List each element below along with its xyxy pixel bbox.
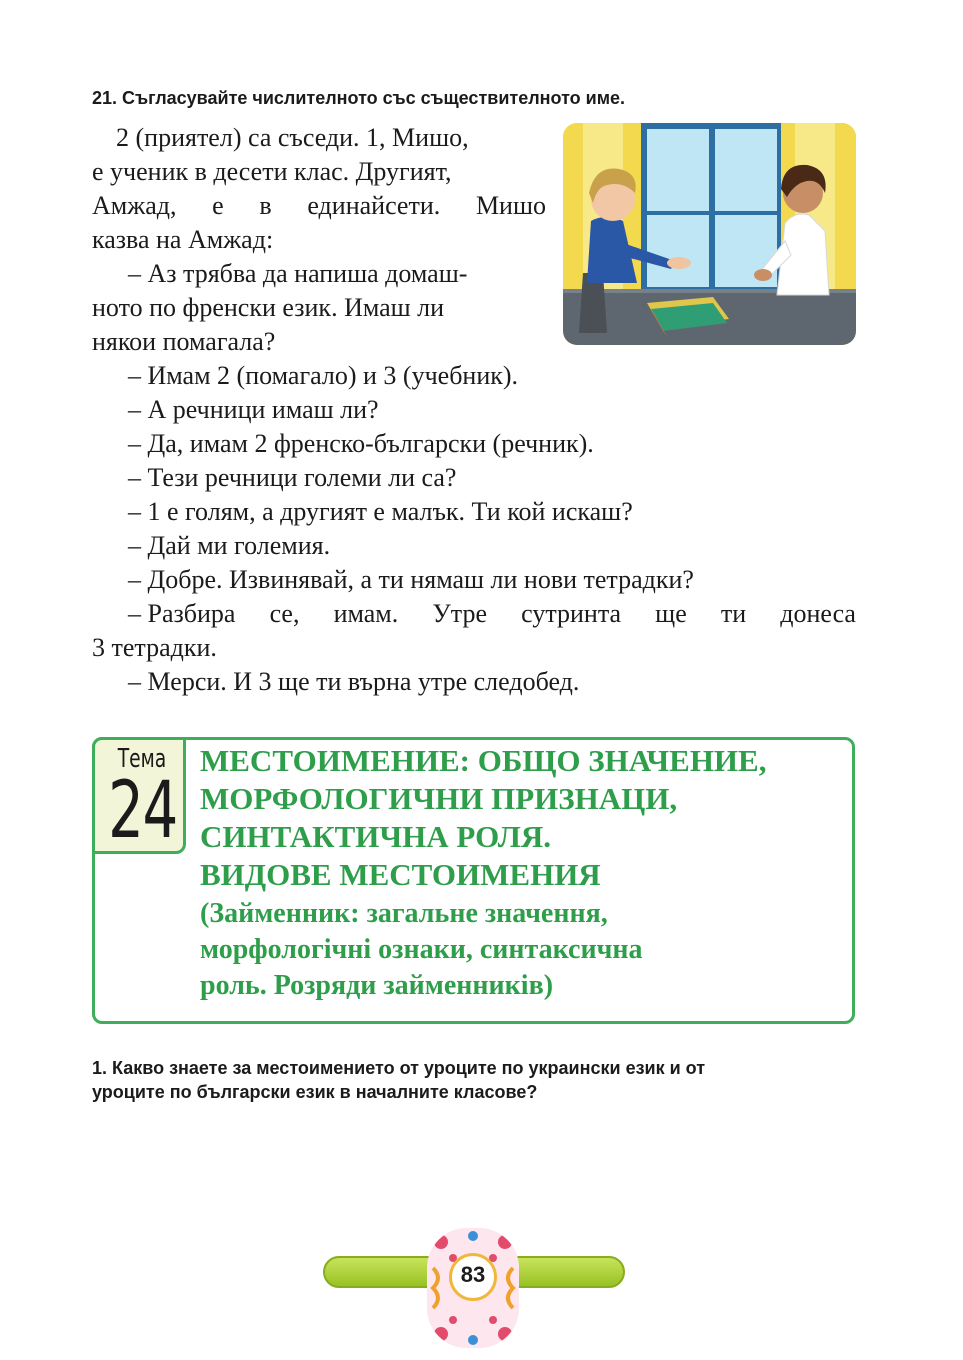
topic-number: 24 (108, 766, 177, 856)
dialogue-line-4: – Да, имам 2 френско-български (речник). (128, 429, 594, 458)
dialogue-line-1c: някои помагала? (92, 327, 276, 356)
dialogue-line-6: – 1 е голям, а другият е малък. Ти кой искаш? (128, 497, 633, 526)
dialogue-intro-line-4: казва на Амжад: (92, 225, 274, 254)
topic-title-line: МОРФОЛОГИЧНИ ПРИЗНАЦИ, (200, 781, 678, 816)
word: ти (720, 599, 747, 628)
dialogue-intro-line-2: е ученик в десети клас. Другият, (92, 157, 452, 186)
word: ще (655, 599, 687, 628)
boys-talking-illustration (563, 123, 856, 345)
topic-label: Тема (117, 744, 167, 774)
task-1-line: 1. Какво знаете за местоимението от уроците по украински език и от (92, 1058, 706, 1078)
task-1-line: уроците по български език в началните класове? (92, 1082, 538, 1102)
dialogue-line-1b: ното по френски език. Имаш ли (92, 293, 445, 322)
word: се, (269, 599, 300, 628)
dialogue-intro-line-3 (92, 189, 546, 223)
dialogue-line-9b: 3 тетрадки. (92, 633, 217, 662)
word: донеса (780, 599, 856, 628)
word: в (259, 191, 272, 220)
dialogue-line-10: – Мерси. И 3 ще ти върна утре следобед. (128, 667, 580, 696)
topic-title (200, 742, 766, 894)
dialogue-line-2: – Имам 2 (помагало) и 3 (учебник). (128, 361, 519, 390)
dialogue-line-5: – Тези речници големи ли са? (128, 463, 457, 492)
topic-subtitle-line: (Займенник: загальне значення, (200, 898, 608, 929)
page-number: 83 (460, 1262, 486, 1287)
word: сутринта (521, 599, 622, 628)
topic-title-line: СИНТАКТИЧНА РОЛЯ. (200, 819, 551, 854)
topic-title-line: МЕСТОИМЕНИЕ: ОБЩО ЗНАЧЕНИЕ, (200, 743, 767, 778)
dialogue-line-8: – Добре. Извинявай, а ти нямаш ли нови тетрадки? (128, 565, 694, 594)
dialogue-line-1a: – Аз трябва да напиша домаш- (128, 259, 468, 288)
task-21-heading: 21. Съгласувайте числителното със съществителното име. (92, 88, 626, 108)
dialogue-line-7: – Дай ми големия. (128, 531, 331, 560)
word: Утре (432, 599, 488, 628)
topic-subtitle (200, 896, 643, 1004)
word: имам. (333, 599, 399, 628)
dialogue-line-3: – А речници имаш ли? (128, 395, 379, 424)
dialogue-intro-line-1: 2 (приятел) са съседи. 1, Мишо, (116, 123, 469, 152)
dialogue-line-9 (128, 597, 856, 631)
topic-subtitle-line: морфологічні ознаки, синтаксична (200, 934, 643, 965)
word: единайсети. (307, 191, 441, 220)
task-1-question (92, 1056, 862, 1104)
word: Мишо (475, 191, 546, 220)
word: – Разбира (128, 599, 236, 628)
word: Амжад, (92, 191, 177, 220)
topic-subtitle-line: роль. Розряди займенників) (200, 970, 554, 1001)
topic-title-line: ВИДОВЕ МЕСТОИМЕНИЯ (200, 857, 601, 892)
topic-number-tab (92, 737, 186, 854)
word: е (212, 191, 224, 220)
